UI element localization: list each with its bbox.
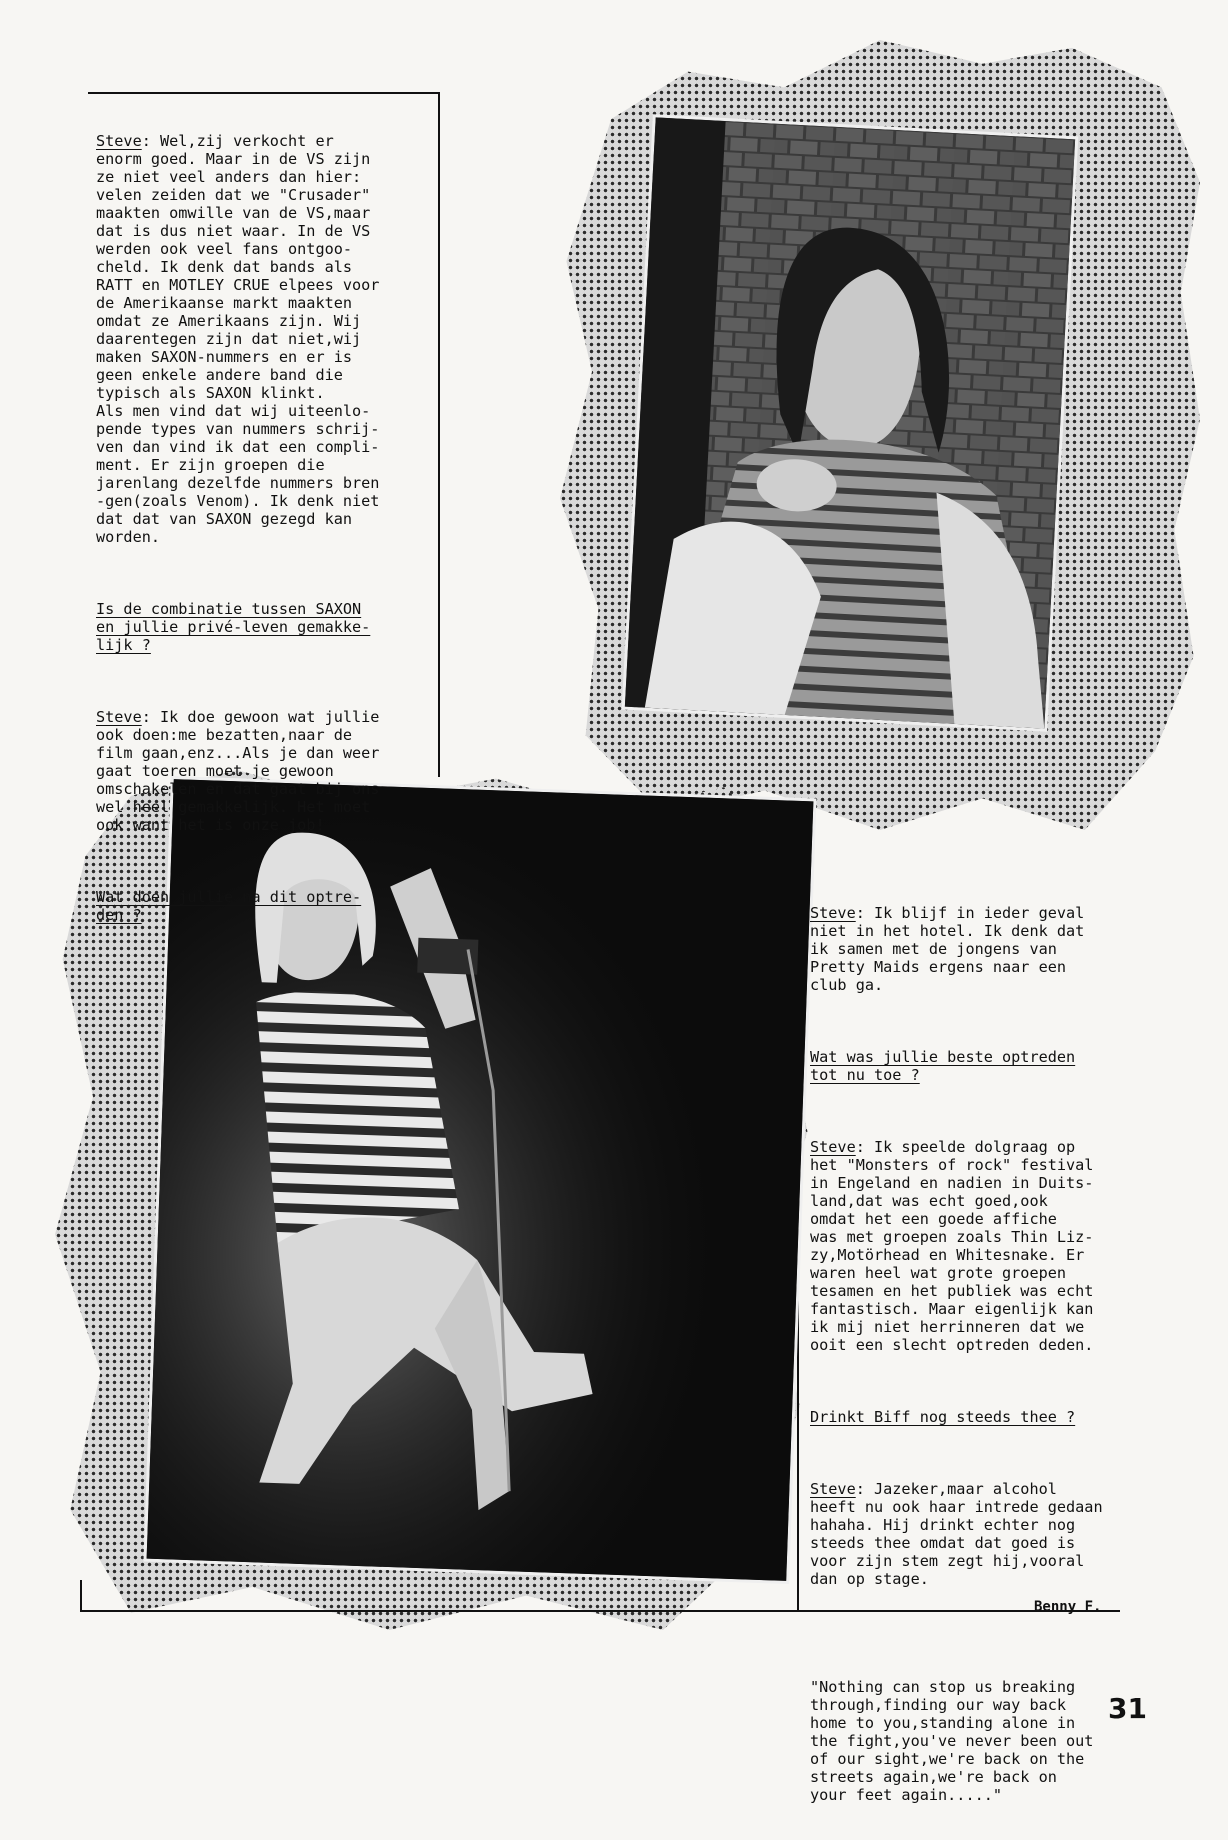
right-answer-3: [810, 1480, 1140, 1588]
right-question-1: Wat was jullie beste optreden tot nu toe ?: [810, 1048, 1076, 1084]
left-answer-1: [96, 132, 436, 546]
photo-portrait-graphic: [625, 117, 1075, 728]
author-signature: Benny F.: [1034, 1599, 1102, 1615]
answer-text: : Ik speelde dolgraag op het "Monsters of rock" festival in Engeland en nadien in Duits- land,dat was echt goed,ook omdat het een goede affiche was met groepen zoals Thin Liz- zy,Motörhead en Whitesnake. Er waren heel wat grote groepen tesamen en het publiek was echt fantastisch. Maar eigenlijk kan ik mij niet herrinneren dat we ooit een slecht optreden deden.: [810, 1138, 1094, 1354]
left-answer-2: [96, 708, 436, 834]
speaker-label: Steve: [96, 708, 142, 726]
speaker-label: Steve: [810, 1480, 856, 1498]
left-column-rule-right: [438, 92, 440, 777]
lyric-quote: "Nothing can stop us breaking through,finding our way back home to you,standing alone in the fight,you've never been out of our sight,we're back on the streets again,we're back on your feet again.....": [810, 1678, 1094, 1804]
right-question-2: Drinkt Biff nog steeds thee ?: [810, 1408, 1076, 1426]
photo-portrait-steve: [625, 117, 1075, 728]
left-question-1: Is de combinatie tussen SAXON en jullie privé-leven gemakke- lijk ?: [96, 600, 371, 654]
right-column: [810, 868, 1140, 1840]
answer-text: : Jazeker,maar alcohol heeft nu ook haar intrede gedaan hahaha. Hij drinkt echter nog steeds thee omdat dat goed is voor zijn stem zegt hij,vooral dan op stage.: [810, 1480, 1103, 1588]
left-question-2: Wat doen jullie na dit optre- den ?: [96, 888, 362, 924]
speaker-label: Steve: [810, 1138, 856, 1156]
speaker-label: Steve: [810, 904, 856, 922]
left-column: [96, 96, 436, 960]
page-number: 31: [1108, 1692, 1147, 1725]
bottom-rule-left: [80, 1580, 82, 1610]
right-answer-2: [810, 1138, 1140, 1354]
answer-text: : Ik blijf in ieder geval niet in het hotel. Ik denk dat ik samen met de jongens van Pretty Maids ergens naar een club ga.: [810, 904, 1085, 994]
speaker-label: Steve: [96, 132, 142, 150]
answer-text: : Ik doe gewoon wat jullie ook doen:me bezatten,naar de film gaan,enz...Als je dan weer gaat toeren moet je gewoon omschakelen en dat gaat bij ons wel heel gemakkelijk. Het moet ook want het is onze job!: [96, 708, 380, 834]
right-answer-1: [810, 904, 1140, 994]
left-column-rule-top: [88, 92, 438, 94]
answer-text: : Wel,zij verkocht er enorm goed. Maar in de VS zijn ze niet veel anders dan hier: velen zeiden dat we "Crusader" maakten omwille van de VS,maar dat is dus niet waar. In de VS werden ook veel fans ontgoo- cheld. Ik denk dat bands als RATT en MOTLEY CRUE elpees voor de Amerikaanse markt maakten omdat ze Amerikaans zijn. Wij daarentegen zijn dat niet,wij maken SAXON-nummers en er is geen enkele andere band die typisch als SAXON klinkt. Als men vind dat wij uiteenlo- pende types van nummers schrij- ven dan vind ik dat een compli- ment. Er zijn groepen die jarenlang dezelfde nummers bren -gen(zoals Venom). Ik denk niet dat dat van SAXON gezegd kan worden.: [96, 132, 380, 546]
